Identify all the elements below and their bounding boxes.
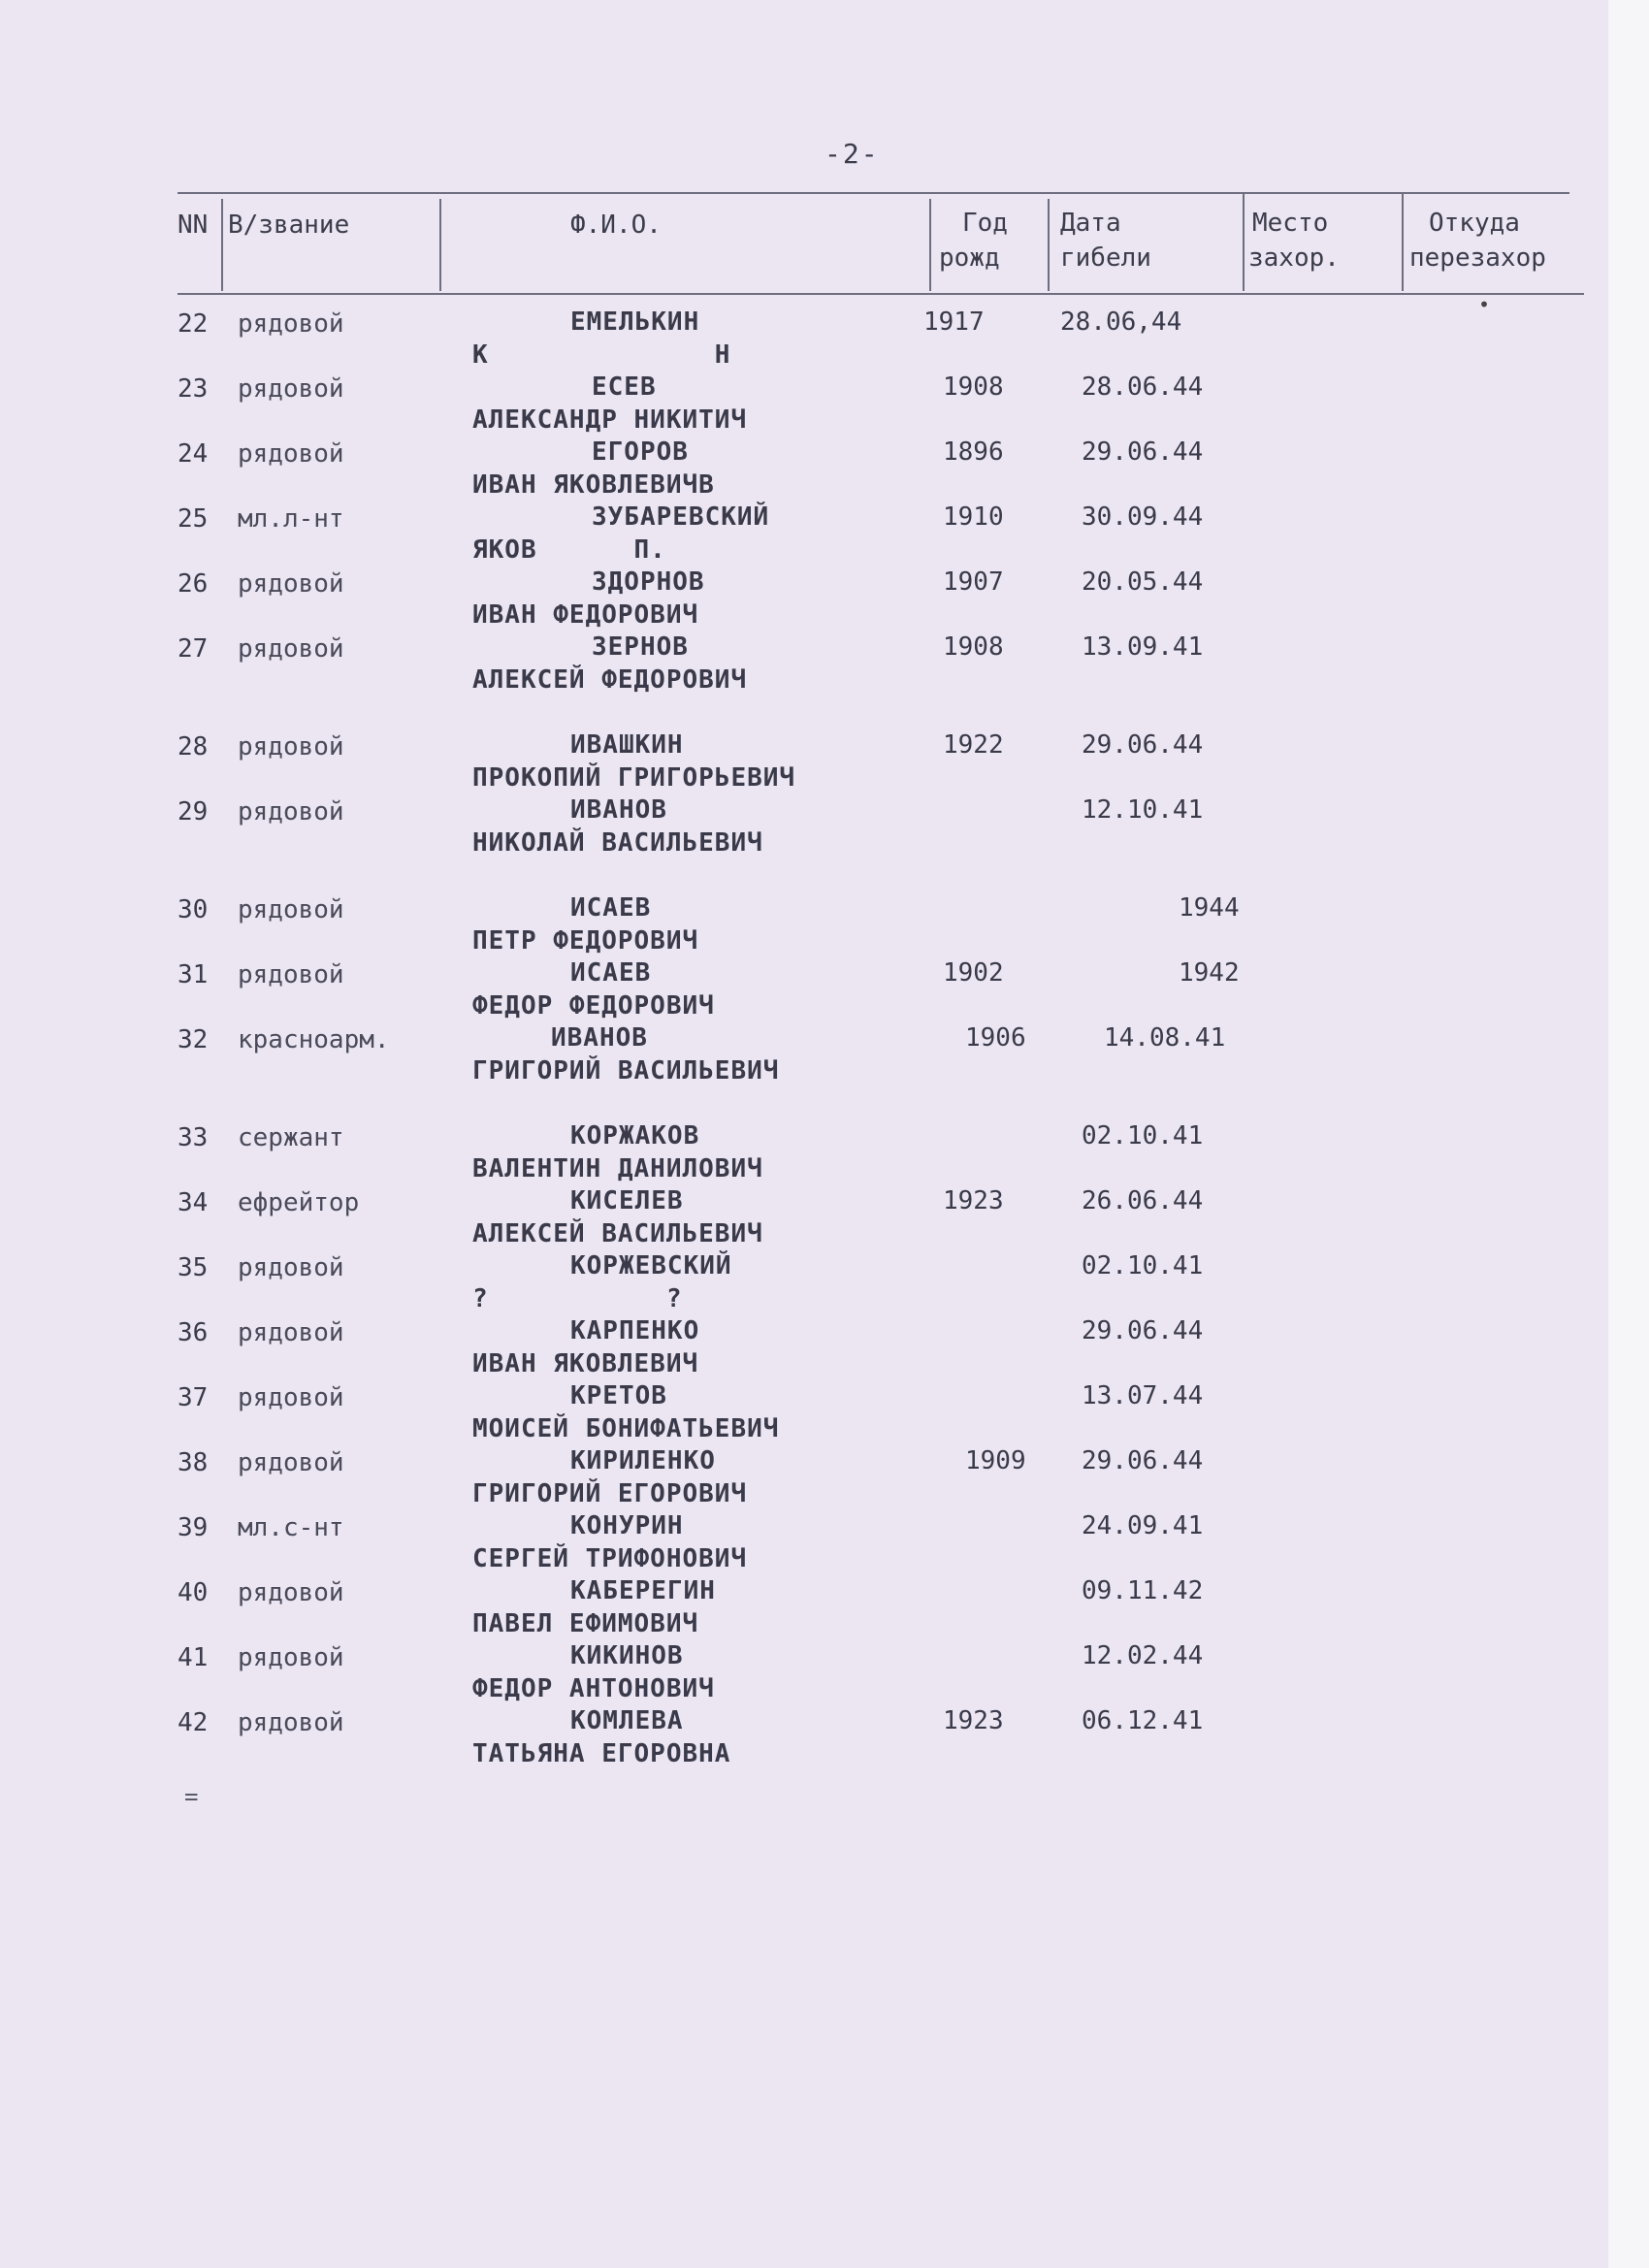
- row-number: 26: [178, 569, 209, 599]
- row-surname: КИСЕЛЕВ: [570, 1186, 684, 1215]
- row-number: 37: [178, 1383, 209, 1412]
- row-death-date: 29.06.44: [1082, 1316, 1204, 1345]
- row-given-names: ГРИГОРИЙ ЕГОРОВИЧ: [472, 1479, 748, 1508]
- row-surname: КОНУРИН: [570, 1511, 684, 1540]
- row-number: 40: [178, 1578, 209, 1607]
- row-rank: рядовой: [238, 1708, 344, 1737]
- row-birth-year: 1910: [943, 502, 1004, 532]
- row-surname: ИСАЕВ: [570, 893, 652, 923]
- row-surname: ЗДОРНОВ: [592, 567, 705, 597]
- row-given-names: ЯКОВ П.: [472, 535, 666, 565]
- column-divider-fio: [929, 199, 931, 291]
- row-birth-year: 1907: [943, 567, 1004, 597]
- row-surname: КАБЕРЕГИН: [570, 1576, 716, 1605]
- row-given-names: НИКОЛАЙ ВАСИЛЬЕВИЧ: [472, 828, 763, 858]
- row-surname: КАРПЕНКО: [570, 1316, 700, 1345]
- row-number: 42: [178, 1708, 209, 1737]
- row-rank: рядовой: [238, 1578, 344, 1607]
- row-birth-year: 1906: [965, 1023, 1026, 1053]
- row-given-names: ФЕДОР ФЕДОРОВИЧ: [472, 991, 715, 1021]
- row-number: 35: [178, 1253, 209, 1282]
- row-number: 24: [178, 439, 209, 469]
- row-surname: ЕМЕЛЬКИН: [570, 308, 700, 337]
- row-birth-year: 1917: [923, 308, 985, 337]
- row-number: 29: [178, 797, 209, 826]
- row-rank: мл.л-нт: [238, 504, 344, 534]
- row-number: 27: [178, 634, 209, 664]
- row-given-names: АЛЕКСЕЙ ВАСИЛЬЕВИЧ: [472, 1219, 763, 1248]
- row-death-date: 26.06.44: [1082, 1186, 1204, 1215]
- row-number: 34: [178, 1188, 209, 1217]
- row-given-names: ФЕДОР АНТОНОВИЧ: [472, 1674, 715, 1703]
- row-given-names: К Н: [472, 340, 731, 370]
- row-birth-year: 1902: [943, 958, 1004, 988]
- row-rank: сержант: [238, 1123, 344, 1152]
- header-rank: В/звание: [228, 211, 350, 240]
- end-of-list-mark: =: [184, 1783, 199, 1810]
- row-death-date: 12.02.44: [1082, 1641, 1204, 1670]
- column-divider-born: [1048, 199, 1050, 291]
- row-number: 38: [178, 1448, 209, 1477]
- header-bottom-rule: [178, 293, 1584, 295]
- row-birth-year: 1896: [943, 437, 1004, 467]
- row-surname: ЗУБАРЕВСКИЙ: [592, 502, 770, 532]
- row-death-date: 30.09.44: [1082, 502, 1204, 532]
- row-given-names: АЛЕКСЕЙ ФЕДОРОВИЧ: [472, 665, 748, 695]
- row-death-date: 29.06.44: [1082, 730, 1204, 760]
- header-fio: Ф.И.О.: [570, 211, 662, 240]
- row-number: 23: [178, 374, 209, 404]
- row-given-names: МОИСЕЙ БОНИФАТЬЕВИЧ: [472, 1414, 780, 1443]
- column-divider-burial: [1402, 194, 1404, 291]
- row-number: 25: [178, 504, 209, 534]
- row-rank: красноарм.: [238, 1025, 390, 1054]
- row-given-names: ИВАН ЯКОВЛЕВИЧ: [472, 1349, 699, 1378]
- row-birth-year: 1923: [943, 1706, 1004, 1735]
- row-death-date: 02.10.41: [1082, 1121, 1204, 1150]
- header-death-line2: гибели: [1060, 243, 1151, 273]
- row-birth-year: 1908: [943, 632, 1004, 662]
- row-surname: ЕСЕВ: [592, 373, 657, 402]
- row-rank: рядовой: [238, 1318, 344, 1347]
- header-burial-line2: захор.: [1248, 243, 1340, 273]
- row-given-names: ПЕТР ФЕДОРОВИЧ: [472, 926, 699, 956]
- row-death-date: 1942: [1179, 958, 1240, 988]
- header-top-rule: [178, 192, 1569, 194]
- row-death-date: 29.06.44: [1082, 437, 1204, 467]
- column-divider-death: [1243, 194, 1245, 291]
- header-death-line1: Дата: [1060, 209, 1121, 238]
- row-surname: ЕГОРОВ: [592, 437, 689, 467]
- row-surname: КОРЖАКОВ: [570, 1121, 700, 1150]
- row-rank: мл.с-нт: [238, 1513, 344, 1542]
- row-number: 22: [178, 309, 209, 339]
- header-nn: NN: [178, 211, 209, 240]
- row-surname: ИСАЕВ: [570, 958, 652, 988]
- header-from-line1: Откуда: [1429, 209, 1520, 238]
- row-given-names: АЛЕКСАНДР НИКИТИЧ: [472, 405, 748, 435]
- row-birth-year: 1909: [965, 1446, 1026, 1475]
- row-surname: КОРЖЕВСКИЙ: [570, 1251, 732, 1280]
- page-number: -2-: [824, 138, 880, 170]
- row-number: 41: [178, 1643, 209, 1672]
- row-surname: ИВАШКИН: [570, 730, 684, 760]
- row-given-names: ИВАН ЯКОВЛЕВИЧВ: [472, 470, 715, 500]
- row-death-date: 20.05.44: [1082, 567, 1204, 597]
- row-death-date: 1944: [1179, 893, 1240, 923]
- ink-speck: •: [1478, 293, 1491, 316]
- row-rank: ефрейтор: [238, 1188, 360, 1217]
- row-birth-year: 1908: [943, 373, 1004, 402]
- row-number: 39: [178, 1513, 209, 1542]
- row-surname: ИВАНОВ: [570, 795, 667, 825]
- row-death-date: 28.06,44: [1060, 308, 1182, 337]
- column-divider-nn: [221, 199, 223, 291]
- row-rank: рядовой: [238, 439, 344, 469]
- row-rank: рядовой: [238, 1643, 344, 1672]
- row-rank: рядовой: [238, 309, 344, 339]
- header-burial-line1: Место: [1252, 209, 1329, 238]
- row-rank: рядовой: [238, 960, 344, 989]
- row-rank: рядовой: [238, 895, 344, 924]
- row-death-date: 13.07.44: [1082, 1381, 1204, 1410]
- row-number: 30: [178, 895, 209, 924]
- row-death-date: 24.09.41: [1082, 1511, 1204, 1540]
- row-death-date: 29.06.44: [1082, 1446, 1204, 1475]
- row-surname: КРЕТОВ: [570, 1381, 667, 1410]
- row-surname: КОМЛЕВА: [570, 1706, 684, 1735]
- row-number: 36: [178, 1318, 209, 1347]
- row-number: 28: [178, 732, 209, 761]
- row-death-date: 14.08.41: [1104, 1023, 1226, 1053]
- row-rank: рядовой: [238, 732, 344, 761]
- row-death-date: 06.12.41: [1082, 1706, 1204, 1735]
- row-rank: рядовой: [238, 1448, 344, 1477]
- row-given-names: ? ?: [472, 1284, 683, 1313]
- row-given-names: ПАВЕЛ ЕФИМОВИЧ: [472, 1609, 699, 1638]
- row-rank: рядовой: [238, 1383, 344, 1412]
- row-death-date: 12.10.41: [1082, 795, 1204, 825]
- row-given-names: ТАТЬЯНА ЕГОРОВНА: [472, 1739, 731, 1768]
- row-surname: ИВАНОВ: [551, 1023, 648, 1053]
- header-from-line2: перезахор: [1409, 243, 1546, 273]
- row-rank: рядовой: [238, 1253, 344, 1282]
- row-rank: рядовой: [238, 797, 344, 826]
- row-given-names: ГРИГОРИЙ ВАСИЛЬЕВИЧ: [472, 1056, 780, 1085]
- row-surname: ЗЕРНОВ: [592, 632, 689, 662]
- row-rank: рядовой: [238, 634, 344, 664]
- page-edge: [1608, 0, 1649, 2268]
- row-rank: рядовой: [238, 569, 344, 599]
- row-given-names: ИВАН ФЕДОРОВИЧ: [472, 600, 699, 630]
- row-death-date: 02.10.41: [1082, 1251, 1204, 1280]
- row-number: 32: [178, 1025, 209, 1054]
- row-death-date: 28.06.44: [1082, 373, 1204, 402]
- row-death-date: 09.11.42: [1082, 1576, 1204, 1605]
- column-divider-rank: [439, 199, 441, 291]
- row-rank: рядовой: [238, 374, 344, 404]
- header-born-line1: Год: [962, 209, 1008, 238]
- row-given-names: ВАЛЕНТИН ДАНИЛОВИЧ: [472, 1154, 763, 1183]
- row-birth-year: 1922: [943, 730, 1004, 760]
- row-given-names: ПРОКОПИЙ ГРИГОРЬЕВИЧ: [472, 763, 796, 793]
- row-birth-year: 1923: [943, 1186, 1004, 1215]
- row-surname: КИКИНОВ: [570, 1641, 684, 1670]
- row-given-names: СЕРГЕЙ ТРИФОНОВИЧ: [472, 1544, 748, 1573]
- row-death-date: 13.09.41: [1082, 632, 1204, 662]
- header-born-line2: рожд: [939, 243, 1000, 273]
- row-number: 33: [178, 1123, 209, 1152]
- row-number: 31: [178, 960, 209, 989]
- row-surname: КИРИЛЕНКО: [570, 1446, 716, 1475]
